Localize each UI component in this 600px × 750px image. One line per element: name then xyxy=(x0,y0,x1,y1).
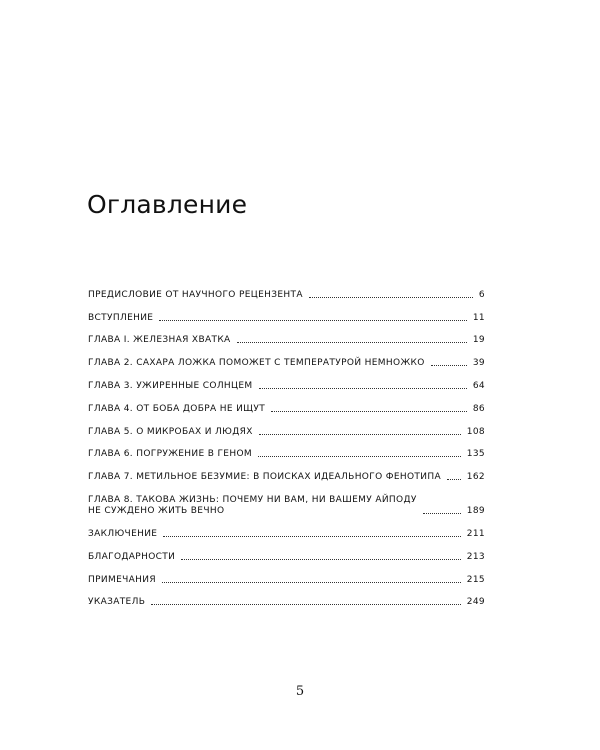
toc-entry-chapter-5 xyxy=(88,415,485,438)
toc-leader-dots xyxy=(447,479,461,480)
toc-entry-page: 213 xyxy=(466,551,485,562)
toc-entry-notes xyxy=(88,563,485,586)
toc-entry-page: 19 xyxy=(472,335,485,346)
toc-entry-chapter-6 xyxy=(88,438,485,461)
page-number: 5 xyxy=(295,684,305,699)
toc-entry-chapter-7 xyxy=(88,460,485,483)
toc-entry-page: 135 xyxy=(466,449,485,460)
toc-entry-title: ПРЕДИСЛОВИЕ ОТ НАУЧНОГО РЕЦЕНЗЕНТА xyxy=(88,289,303,300)
toc-entry-page: 215 xyxy=(466,574,485,585)
toc-entry-page: 189 xyxy=(466,506,485,517)
toc-entry-page: 86 xyxy=(472,403,485,414)
toc-entry-title: ГЛАВА 4. ОТ БОБА ДОБРА НЕ ИЩУТ xyxy=(88,403,266,414)
toc-entry-page: 39 xyxy=(472,358,485,369)
toc-entry-title: ВСТУПЛЕНИЕ xyxy=(88,312,154,323)
toc-entry-page: 6 xyxy=(478,289,485,300)
toc-leader-dots xyxy=(423,513,461,514)
toc-entry-acknowledgements xyxy=(88,540,485,563)
toc-entry-introduction xyxy=(88,301,485,324)
toc-entry-chapter-3 xyxy=(88,369,485,392)
toc-leader-dots xyxy=(181,559,461,560)
toc-entry-title: УКАЗАТЕЛЬ xyxy=(88,597,146,608)
toc-entry-preface xyxy=(88,278,485,301)
toc-entry-index xyxy=(88,586,485,609)
toc-entry-title: ГЛАВА 7. МЕТИЛЬНОЕ БЕЗУМИЕ: В ПОИСКАХ ИДЕАЛЬНОГО ФЕНОТИПА xyxy=(88,472,441,483)
toc-entry-chapter-2 xyxy=(88,346,485,369)
toc-entry-page: 249 xyxy=(466,597,485,608)
toc-leader-dots xyxy=(162,582,461,583)
table-of-contents xyxy=(88,278,485,608)
toc-entry-title: ГЛАВА 3. УЖИРЕННЫЕ СОЛНЦЕМ xyxy=(88,380,253,391)
toc-leader-dots xyxy=(151,604,461,605)
toc-entry-title: ГЛАВА 8. ТАКОВА ЖИЗНЬ: ПОЧЕМУ НИ ВАМ, НИ ВАШЕМУ АЙПОДУ НЕ СУЖДЕНО ЖИТЬ ВЕЧНО xyxy=(88,495,417,517)
page-title: Оглавление xyxy=(87,190,248,219)
toc-entry-title: ЗАКЛЮЧЕНИЕ xyxy=(88,528,158,539)
toc-entry-title: ПРИМЕЧАНИЯ xyxy=(88,574,156,585)
toc-entry-title: ГЛАВА 6. ПОГРУЖЕНИЕ В ГЕНОМ xyxy=(88,449,253,460)
toc-leader-dots xyxy=(159,320,466,321)
toc-entry-conclusion xyxy=(88,517,485,540)
toc-entry-title: ГЛАВА I. ЖЕЛЕЗНАЯ ХВАТКА xyxy=(88,335,231,346)
toc-entry-page: 211 xyxy=(466,528,485,539)
toc-leader-dots xyxy=(259,434,461,435)
toc-entry-chapter-1 xyxy=(88,324,485,347)
toc-entry-title: БЛАГОДАРНОСТИ xyxy=(88,551,176,562)
toc-leader-dots xyxy=(237,342,467,343)
toc-entry-chapter-8 xyxy=(88,483,485,517)
toc-entry-chapter-4 xyxy=(88,392,485,415)
toc-leader-dots xyxy=(258,456,461,457)
toc-leader-dots xyxy=(163,536,460,537)
toc-leader-dots xyxy=(259,388,467,389)
toc-leader-dots xyxy=(431,365,467,366)
toc-leader-dots xyxy=(271,411,467,412)
toc-entry-page: 108 xyxy=(466,426,485,437)
toc-entry-title: ГЛАВА 2. САХАРА ЛОЖКА ПОМОЖЕТ С ТЕМПЕРАТУРОЙ НЕМНОЖКО xyxy=(88,358,425,369)
toc-entry-page: 11 xyxy=(472,312,485,323)
toc-entry-title: ГЛАВА 5. О МИКРОБАХ И ЛЮДЯХ xyxy=(88,426,253,437)
toc-leader-dots xyxy=(309,297,473,298)
toc-entry-page: 162 xyxy=(466,472,485,483)
toc-entry-page: 64 xyxy=(472,380,485,391)
